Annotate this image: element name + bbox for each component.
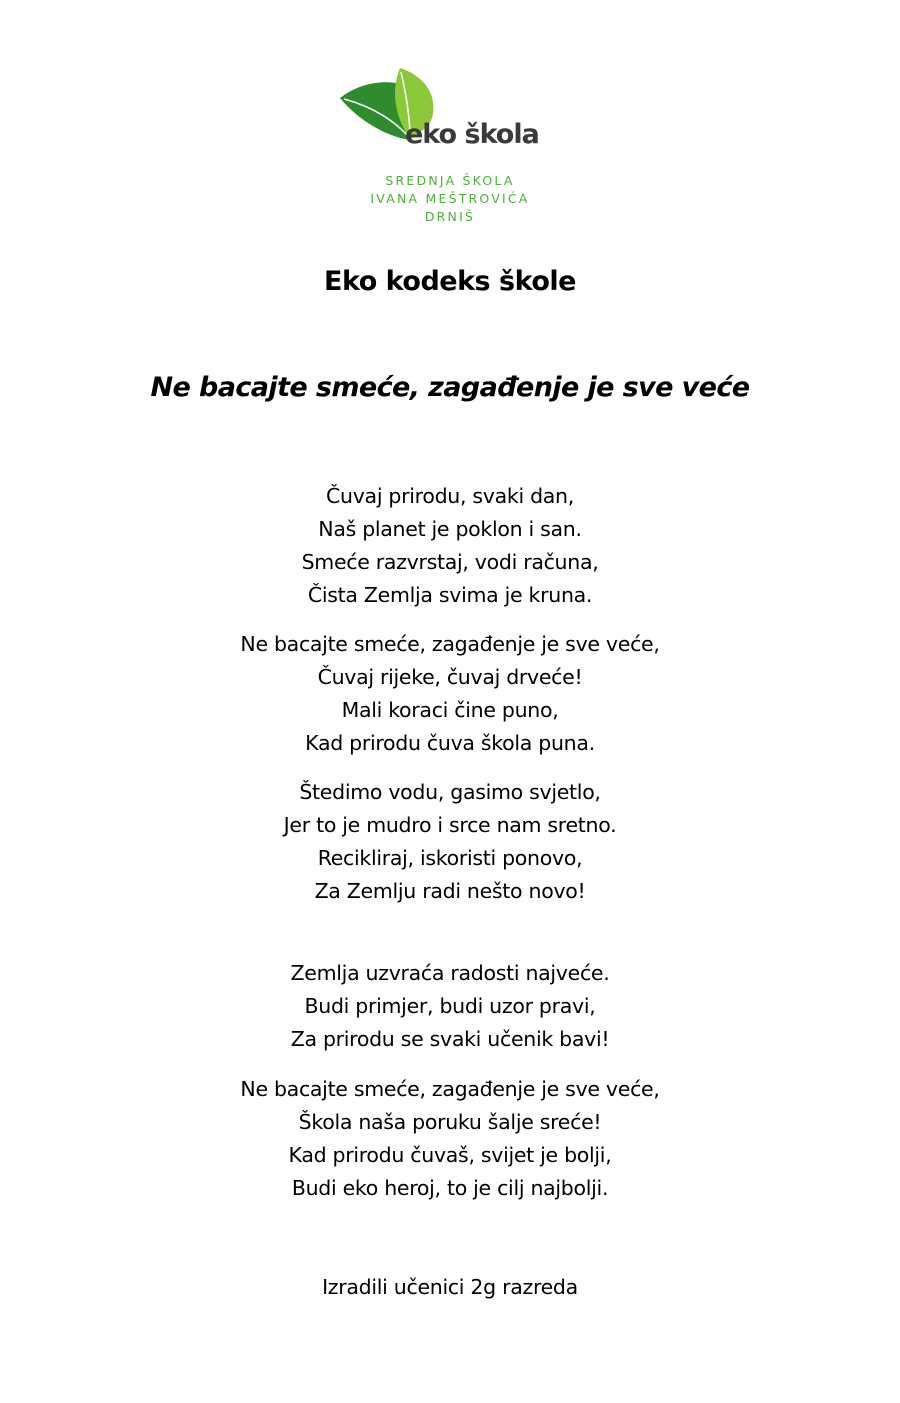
verse-line: Čuvaj prirodu, svaki dan, (326, 484, 574, 508)
verse-line: Za prirodu se svaki učenik bavi! (290, 1027, 610, 1051)
verse-line: Za Zemlju radi nešto novo! (314, 879, 586, 903)
stanza-5 (0, 1073, 900, 1205)
verse-line: Zemlja uzvraća radosti najveće. (290, 961, 610, 985)
document-subtitle: Ne bacajte smeće, zagađenje je sve veće (150, 372, 750, 403)
logo-school-line-2: IVANA MEŠTROVIĆA (370, 191, 530, 206)
school-logo (330, 58, 570, 230)
stanza-2 (0, 628, 900, 760)
document-title: Eko kodeks škole (324, 266, 576, 297)
credit-line: Izradili učenici 2g razreda (322, 1275, 578, 1299)
verse-line: Kad prirodu čuvaš, svijet je bolji, (288, 1143, 612, 1167)
stanza-4 (0, 957, 900, 1056)
stanza-1 (0, 480, 900, 612)
verse-line: Mali koraci čine puno, (341, 698, 559, 722)
verse-line: Štedimo vodu, gasimo svjetlo, (299, 780, 601, 804)
stanza-3 (0, 776, 900, 908)
verse-line: Kad prirodu čuva škola puna. (305, 731, 595, 755)
verse-line: Čista Zemlja svima je kruna. (307, 583, 593, 607)
verse-line: Ne bacajte smeće, zagađenje je sve veće, (240, 632, 660, 656)
verse-line: Ne bacajte smeće, zagađenje je sve veće, (240, 1077, 660, 1101)
logo-wordmark: eko škola (405, 119, 539, 150)
verse-line: Budi primjer, budi uzor pravi, (304, 994, 596, 1018)
verse-line: Smeće razvrstaj, vodi računa, (301, 550, 599, 574)
verse-line: Budi eko heroj, to je cilj najbolji. (291, 1176, 609, 1200)
leaf-icon (330, 58, 570, 168)
verse-line: Čuvaj rijeke, čuvaj drveće! (317, 665, 583, 689)
verse-line: Jer to je mudro i srce nam sretno. (283, 813, 617, 837)
logo-school-line-3: DRNIŠ (424, 209, 476, 224)
verse-line: Recikliraj, iskoristi ponovo, (317, 846, 583, 870)
verse-line: Naš planet je poklon i san. (318, 517, 582, 541)
verse-line: Škola naša poruku šalje sreće! (298, 1110, 602, 1134)
logo-school-line-1: SREDNJA ŠKOLA (385, 173, 515, 188)
